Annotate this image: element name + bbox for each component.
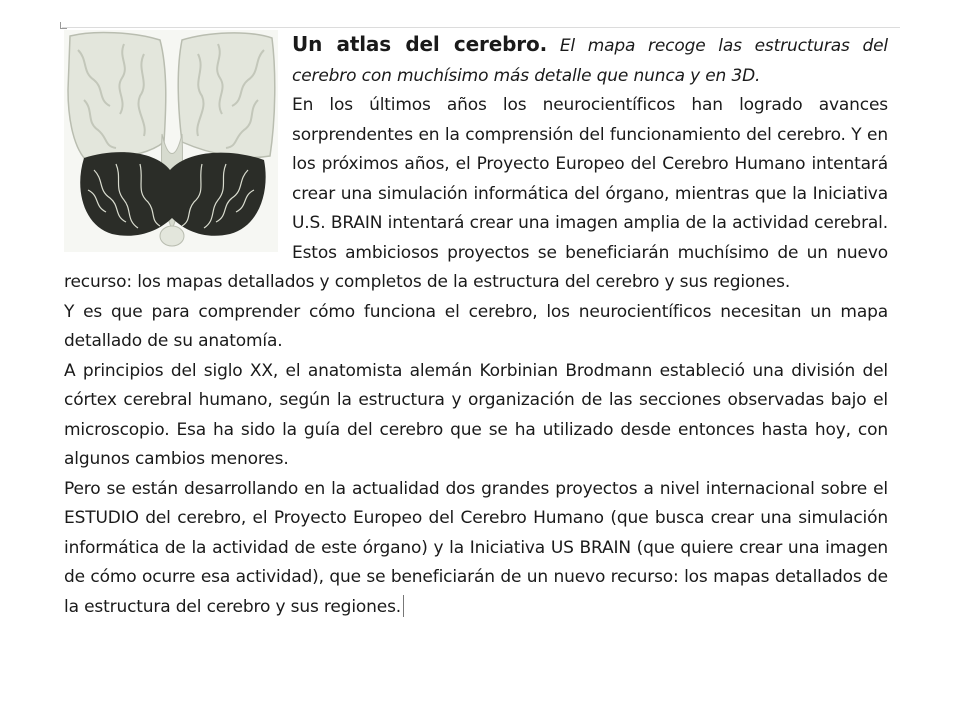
title-period: . [539,32,548,56]
paragraph-3: A principios del siglo XX, el anatomista alemán Korbinian Brodmann estableció una división del córtex cerebral humano, según la estructura y organización de las secciones observadas bajo el microscopio. Esa ha sido la guía del cerebro que se ha utilizado desde entonces hasta hoy, con algunos cambios menores. [64,360,888,469]
article-subtitle: El mapa recoge las estructuras del cerebro con muchísimo más detalle que nunca y en 3D. [292,36,888,86]
paragraph-1: En los últimos años los neurocientíficos han logrado avances sorprendentes en la comprensión del funcionamiento del cerebro. Y en los próximos años, el Proyecto Europeo del Cerebro Humano intentará crear una simulación informática del órgano, mientras que la Iniciativa U.S. BRAIN intentará crear una imagen amplia de la actividad cerebral. Estos ambiciosos proyectos se beneficiarán muchísimo de un nuevo recurso: los mapas detallados y completos de la estructura del cerebro y sus regiones. [64,95,888,292]
text-boundary-mark [60,22,67,29]
paragraph-4 [64,475,888,623]
article-title: Un atlas del cerebro [292,32,540,56]
article [64,30,888,622]
text-cursor [403,595,404,617]
paragraph-4-text: Pero se están desarrollando en la actualidad dos grandes proyectos a nivel internacional sobre el ESTUDIO del cerebro, el Proyecto Europeo del Cerebro Humano (que busca crear una simulación informática de la actividad de este órgano) y la Iniciativa US BRAIN (que quiere crear una imagen de cómo ocurre esa actividad), que se beneficiarán de un nuevo recurso: los mapas detallados de la estructura del cerebro y sus regiones. [64,478,888,617]
page-top-border [62,27,900,28]
brain-section-image [64,30,278,252]
paragraph-2: Y es que para comprender cómo funciona el cerebro, los neurocientíficos necesitan un mapa detallado de su anatomía. [64,301,888,351]
